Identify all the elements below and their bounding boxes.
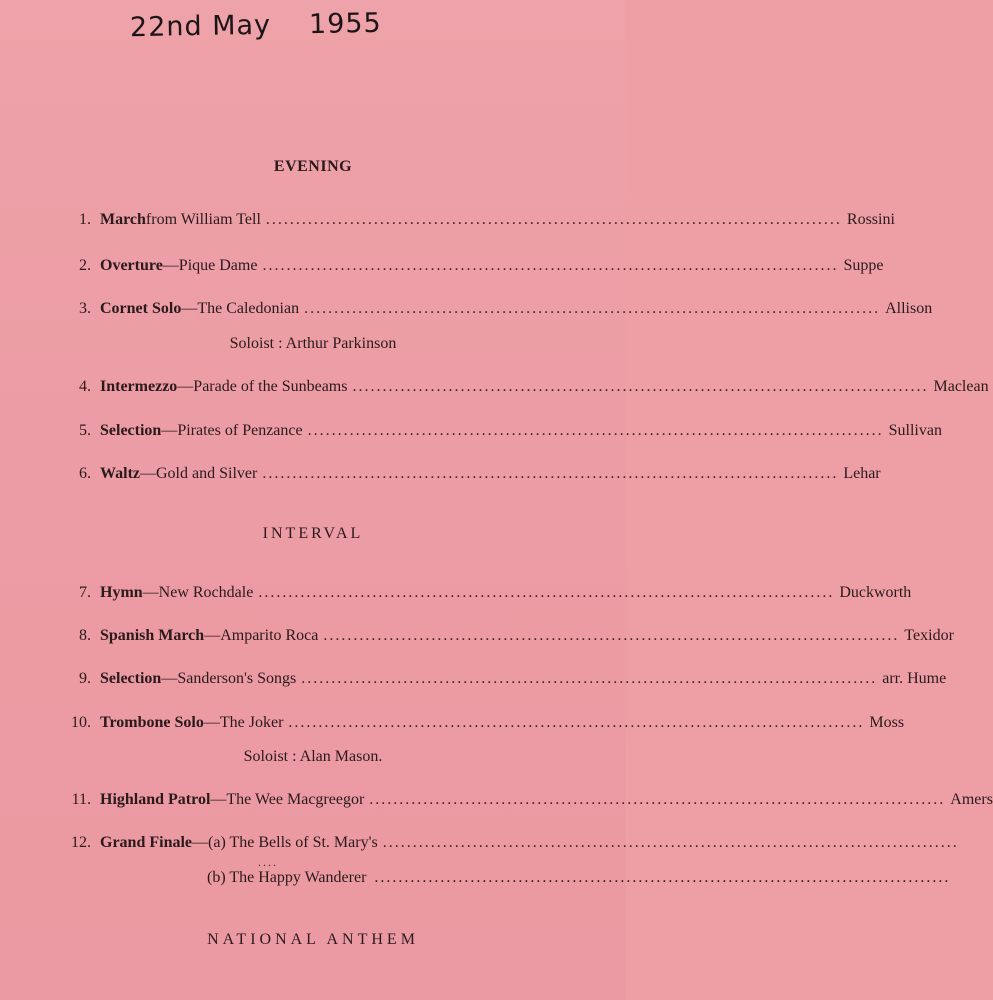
evening-heading: EVENING bbox=[273, 158, 353, 175]
item-title: —The Caledonian bbox=[181, 300, 300, 317]
programme-item-8 bbox=[46, 627, 954, 645]
dot-leader: ................................................................................................ bbox=[265, 211, 842, 228]
item-title: —Sanderson's Songs bbox=[161, 670, 297, 687]
item-number: 2. bbox=[79, 257, 91, 274]
item-number: 12. bbox=[71, 834, 91, 851]
interval-label: INTERVAL bbox=[262, 525, 364, 542]
item-title: —Pirates of Penzance bbox=[161, 422, 303, 439]
dot-leader: ................................................................................................ bbox=[304, 300, 881, 317]
trombone-soloist: Soloist : Alan Mason. bbox=[243, 748, 383, 765]
item-composer: arr. Hume bbox=[882, 670, 947, 687]
item-title: —Parade of the Sunbeams bbox=[177, 378, 348, 395]
item-kind: Selection bbox=[100, 422, 162, 439]
dot-leader: ................................................................................................ bbox=[288, 714, 865, 731]
programme-item-9 bbox=[46, 670, 947, 688]
handwritten-day: 22nd May bbox=[129, 9, 272, 44]
dot-leader: ................................................................................................ bbox=[374, 869, 951, 886]
item-number: 8. bbox=[79, 627, 91, 644]
item-composer: Suppe bbox=[843, 257, 884, 274]
item-composer: Lehar bbox=[843, 465, 881, 482]
item-title: —Pique Dame bbox=[162, 257, 258, 274]
programme-item-10 bbox=[46, 714, 905, 732]
item-number: 7. bbox=[79, 584, 91, 601]
item-composer: Duckworth bbox=[839, 584, 912, 601]
finale-b-title: (b) The Happy Wanderer bbox=[207, 869, 367, 886]
programme-item-4 bbox=[46, 378, 989, 396]
item-title: —The Joker bbox=[203, 714, 284, 731]
item-composer: Allison bbox=[885, 300, 933, 317]
item-composer: Amers bbox=[950, 791, 993, 808]
national-anthem: NATIONAL ANTHEM bbox=[207, 931, 419, 948]
item-kind: Grand Finale bbox=[100, 834, 193, 851]
item-title: —New Rochdale bbox=[142, 584, 254, 601]
programme-item-5 bbox=[46, 422, 942, 440]
programme-item-1 bbox=[46, 211, 895, 229]
item-kind: Hymn bbox=[100, 584, 143, 601]
item-kind: March bbox=[100, 211, 146, 228]
finale-part-b bbox=[207, 869, 951, 887]
item-title: —Gold and Silver bbox=[140, 465, 258, 482]
item-kind: Selection bbox=[100, 670, 162, 687]
item-composer: Moss bbox=[869, 714, 905, 731]
dot-leader: ................................................................................................ bbox=[382, 834, 959, 851]
item-kind: Cornet Solo bbox=[100, 300, 182, 317]
item-kind: Highland Patrol bbox=[100, 791, 211, 808]
item-title: —The Wee Macgreegor bbox=[210, 791, 365, 808]
item-composer: Rossini bbox=[846, 211, 895, 228]
dot-leader: ................................................................................................ bbox=[307, 422, 884, 439]
dot-leader: ................................................................................................ bbox=[352, 378, 929, 395]
programme-item-12 bbox=[46, 834, 959, 852]
cornet-soloist: Soloist : Arthur Parkinson bbox=[229, 335, 397, 352]
dot-leader: ................................................................................................ bbox=[301, 670, 878, 687]
item-number: 11. bbox=[71, 791, 91, 808]
item-title: —Amparito Roca bbox=[204, 627, 319, 644]
item-composer: Maclean bbox=[933, 378, 989, 395]
handwritten-date bbox=[130, 8, 382, 43]
item-number: 3. bbox=[79, 300, 91, 317]
programme-item-11 bbox=[46, 791, 993, 809]
item-composer: Texidor bbox=[904, 627, 954, 644]
dot-leader: ................................................................................................ bbox=[369, 791, 946, 808]
item-number: 10. bbox=[71, 714, 91, 731]
dot-leader: ................................................................................................ bbox=[262, 257, 839, 274]
item-kind: Trombone Solo bbox=[100, 714, 204, 731]
item-kind: Intermezzo bbox=[100, 378, 178, 395]
item-kind: Overture bbox=[100, 257, 163, 274]
dot-leader: ................................................................................................ bbox=[323, 627, 900, 644]
programme-item-3 bbox=[46, 300, 933, 318]
dot-leader: ................................................................................................ bbox=[262, 465, 839, 482]
handwritten-year: 1955 bbox=[308, 7, 382, 41]
finale-small-dots: .... bbox=[258, 855, 278, 869]
item-number: 9. bbox=[79, 670, 91, 687]
item-number: 6. bbox=[79, 465, 91, 482]
item-kind: Waltz bbox=[100, 465, 140, 482]
programme-item-7 bbox=[46, 584, 912, 602]
item-title: —(a) The Bells of St. Mary's bbox=[192, 834, 378, 851]
item-number: 1. bbox=[79, 211, 91, 228]
item-composer: Sullivan bbox=[888, 422, 942, 439]
programme-item-2 bbox=[46, 257, 884, 275]
programme-item-6 bbox=[46, 465, 881, 483]
item-kind: Spanish March bbox=[100, 627, 205, 644]
dot-leader: ................................................................................................ bbox=[258, 584, 835, 601]
item-number: 4. bbox=[79, 378, 91, 395]
item-title: from William Tell bbox=[145, 211, 261, 228]
item-number: 5. bbox=[79, 422, 91, 439]
